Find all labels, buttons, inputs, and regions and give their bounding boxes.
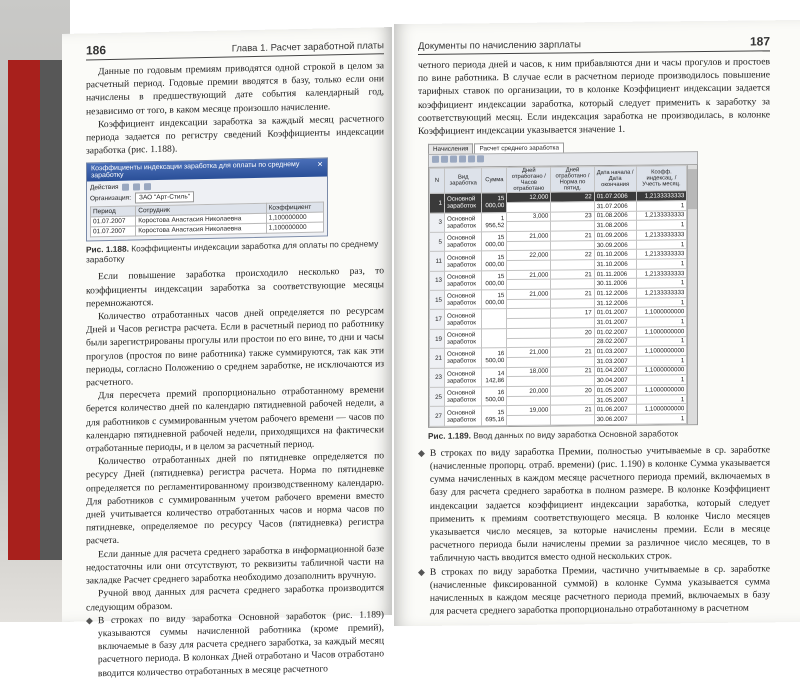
cell: 1: [636, 356, 687, 366]
cell: 3,000: [507, 212, 551, 222]
cell: 1 956,52: [482, 212, 507, 232]
paragraph: Ручной ввод данных для расчета среднего заработка производится следующим образом.: [86, 582, 384, 613]
cell: [551, 318, 594, 328]
cell: Коростова Анастасия Николаевна: [136, 214, 266, 227]
cell: 01.08.2006: [594, 211, 636, 221]
list-item: [418, 443, 770, 566]
caption-number: Рис. 1.188.: [86, 244, 129, 255]
cell: 3: [430, 213, 445, 233]
window-close-icon[interactable]: ✕: [317, 161, 323, 170]
column-header: Сумма: [482, 168, 507, 193]
bullet-icon: ◆: [86, 615, 93, 626]
caption-text: Коэффициенты индексации заработка для оплаты по среднему заработку: [86, 238, 379, 265]
left-chapter-title: Глава 1. Расчет заработной платы: [231, 40, 384, 55]
cell: 1: [636, 375, 687, 385]
cell: 28.02.2007: [594, 337, 636, 347]
vertical-scrollbar[interactable]: [687, 165, 697, 424]
cell: [482, 309, 507, 329]
cell: Основной заработок: [445, 232, 482, 252]
add-icon[interactable]: [122, 184, 129, 191]
actions-menu[interactable]: Действия: [90, 184, 119, 192]
right-section-title: Документы по начислению зарплаты: [418, 39, 582, 53]
cell: 23: [430, 368, 445, 388]
open-book: [56, 0, 800, 679]
paragraph: Если данные для расчета среднего заработка в информационной базе недостаточны или они отсутствуют, то реквизиты табличной части на закладке Расчет среднего заработка необходимо дозаполнить вручную.: [86, 542, 384, 587]
delete-icon[interactable]: [144, 184, 151, 191]
cell: 01.07.2006: [594, 191, 636, 201]
average-earnings-table: [429, 165, 687, 426]
cell: [551, 202, 594, 212]
book-cover-red: [8, 60, 40, 560]
cell: 31.07.2006: [594, 201, 636, 211]
cell: [551, 240, 594, 250]
cell: 20,000: [507, 386, 551, 396]
cell: 01.07.2007: [91, 216, 136, 227]
cell: 5: [430, 232, 445, 252]
cell: [551, 260, 594, 270]
cell: 13: [430, 271, 445, 291]
cell: [507, 376, 551, 386]
paragraph: Если повышение заработка происходило несколько раз, то коэффициенты индексации заработка за соответствующие месяцы перемножаются.: [86, 265, 384, 310]
cell: 21,000: [507, 347, 551, 357]
cell: 30.04.2007: [594, 375, 636, 385]
cell: 1: [636, 394, 687, 404]
cell: 1: [636, 220, 687, 230]
cell: 14 142,86: [482, 367, 507, 387]
cell: 27: [430, 407, 445, 427]
move-down-icon[interactable]: [477, 156, 484, 163]
cell: 01.03.2007: [594, 346, 636, 356]
cell: Основной заработок: [445, 329, 482, 349]
right-page-number: 187: [749, 34, 770, 49]
cell: Основной заработок: [445, 271, 482, 291]
cell: 21: [551, 347, 594, 357]
list-item: [418, 562, 770, 618]
cell: Основной заработок: [445, 367, 482, 387]
cell: 1,100000000: [266, 212, 323, 223]
paragraph: Данные по годовым премиям приводятся одной строкой в целом за расчетный период. Годовые премии вводятся в базу, только если они начислены в предшествующий дате события календарный год, независимо от того, в каком месяце произошло начисление.: [86, 60, 384, 118]
cell: Основной заработок: [445, 406, 482, 426]
cell: 22: [551, 250, 594, 260]
cell: Основной заработок: [445, 212, 482, 232]
column-header: Сотрудник: [136, 204, 266, 217]
cell: 15 695,16: [482, 406, 507, 426]
figure-1-189: [428, 141, 698, 427]
cell: 30.09.2006: [594, 240, 636, 250]
tab-average-earnings[interactable]: Расчет среднего заработка: [474, 143, 564, 154]
caption-text: Ввод данных по виду заработка Основной заработок: [473, 427, 678, 441]
cell: 16 500,00: [482, 348, 507, 368]
cell: 01.10.2006: [594, 250, 636, 260]
add-row-icon[interactable]: [432, 156, 439, 163]
cell: 01.02.2007: [594, 327, 636, 337]
cell: 31.05.2007: [594, 395, 636, 405]
cell: 1,1000000000: [636, 365, 687, 375]
cell: [551, 395, 594, 405]
cell: 01.05.2007: [594, 385, 636, 395]
cell: Основной заработок: [445, 309, 482, 329]
cell: 31.08.2006: [594, 220, 636, 230]
paragraph: четного периода дней и часов, к ним прибавляются дни и часы прогулов и простоев по вине работника. В случае если в расчетном периоде производилось повышение тарифных ставок по организации, то в колонке Коэффициент индексации задается коэффициент индексации заработка, который следует применить к заработку за соответствующий месяц. Если индексация заработка не производилась, в колонке Коэффициент индексации указывается значение 1.: [418, 56, 770, 138]
cell: 22,000: [507, 250, 551, 260]
cell: 01.09.2006: [594, 230, 636, 240]
figure-caption: [428, 427, 770, 441]
cell: [507, 260, 551, 270]
cell: 01.11.2006: [594, 269, 636, 279]
org-field[interactable]: ЗАО "Арт-Стиль": [135, 192, 194, 204]
cell: 1,1000000000: [636, 307, 687, 317]
coefficients-table: [90, 202, 324, 238]
cell: [507, 318, 551, 328]
cell: [507, 241, 551, 251]
cell: [507, 280, 551, 290]
paragraph: Количество отработанных дней по пятидневке определяется по ресурсу Дней (пятидневка) регистра расчета. Норма по пятидневке определяется по регламентированному производственному календарю. Для работников с суммированным учетом рабочего времени вместо дней учитывается количество отработанных часов и норма часов по пятидневке, определяемое по ресурсу Часов (пятидневка) регистра расчета.: [86, 450, 384, 547]
cell: 1,2133333333: [636, 249, 687, 259]
cell: 25: [430, 387, 445, 407]
cell: 30.06.2007: [594, 414, 636, 424]
cell: 1: [636, 297, 687, 307]
cell: [507, 396, 551, 406]
cell: 21,000: [507, 231, 551, 241]
cell: 1: [636, 414, 687, 424]
paragraph: Коэффициент индексации заработка за каждый месяц расчетного периода задается по регистру сведений Коэффициенты индексации заработка (рис. 1.188).: [86, 113, 384, 157]
cell: 1,1000000000: [636, 327, 687, 337]
cell: [507, 299, 551, 309]
column-header: Дата начала / Дата окончания: [594, 166, 636, 191]
cell: [507, 221, 551, 231]
cell: 23: [551, 211, 594, 221]
cell: 1,2133333333: [636, 288, 687, 298]
cell: 1,2133333333: [636, 268, 687, 278]
column-header: Дней отработано / Норма по пятид.: [551, 167, 594, 192]
cell: 17: [430, 310, 445, 330]
cell: 20: [551, 327, 594, 337]
cell: 20: [551, 386, 594, 396]
cell: 01.07.2007: [91, 226, 136, 237]
cell: [507, 338, 551, 348]
cell: 31.03.2007: [594, 356, 636, 366]
caption-number: Рис. 1.189.: [428, 430, 471, 441]
cell: [507, 357, 551, 367]
cell: Основной заработок: [445, 290, 482, 310]
cell: 1: [636, 317, 687, 327]
cell: 15 000,00: [482, 251, 507, 271]
tab-accruals[interactable]: Начисления: [428, 144, 473, 154]
cell: 1,1000000000: [636, 385, 687, 395]
cell: 17: [551, 308, 594, 318]
scroll-thumb[interactable]: [688, 169, 697, 209]
cell: 21: [551, 405, 594, 415]
copy-row-icon[interactable]: [441, 156, 448, 163]
paragraph: Количество отработанных часов дней определяется по ресурсам Дней и Часов регистра расчета. Если в расчетный период по работнику были зарегистрированы прогулы или простои по его вине, то дни и часы прогулов (простоя по вине работника) также суммируются, так как эти периоды, согласно Положению о среднем заработке, не исключаются из расчетного.: [86, 305, 384, 389]
window-title: Коэффициенты индексации заработка для оплаты по среднему заработку: [91, 161, 300, 180]
cell: Коростова Анастасия Николаевна: [136, 224, 266, 237]
cell: 1: [636, 201, 687, 211]
cell: 21,000: [507, 289, 551, 299]
cell: 1,2133333333: [636, 191, 687, 201]
cell: 1: [636, 259, 687, 269]
cell: 21: [551, 231, 594, 241]
cell: [551, 298, 594, 308]
cell: [551, 357, 594, 367]
cell: 15 000,00: [482, 193, 507, 213]
cell: 1: [636, 278, 687, 288]
cell: 22: [551, 192, 594, 202]
cell: 1,100000000: [266, 222, 323, 233]
cell: 31.10.2006: [594, 259, 636, 269]
cell: 1: [636, 336, 687, 346]
copy-icon[interactable]: [133, 184, 140, 191]
cell: 01.04.2007: [594, 366, 636, 376]
cell: 19,000: [507, 405, 551, 415]
bullet-text: В строках по виду заработка Премии, частично учитываемые в ср. заработке (начисленные фиксированной суммой) в колонке Сумма указывается сумма начисленных в каждом месяце расчетного периода премий, включаемых в базу для расчета среднего заработка пропорционально отработанному в расчетном: [429, 562, 770, 618]
left-page: [62, 27, 392, 679]
cell: Основной заработок: [445, 251, 482, 271]
right-running-head: [418, 34, 770, 55]
cell: Основной заработок: [445, 193, 482, 213]
cell: 15 000,00: [482, 232, 507, 252]
cell: 21,000: [507, 270, 551, 280]
cell: 1,2133333333: [636, 230, 687, 240]
cell: 15 000,00: [482, 290, 507, 310]
left-running-head: [86, 37, 384, 60]
cell: 30.11.2006: [594, 279, 636, 289]
delete-row-icon[interactable]: [459, 156, 466, 163]
cell: 01.01.2007: [594, 308, 636, 318]
cell: 31.12.2006: [594, 298, 636, 308]
paragraph: Для пересчета премий пропорционально отработанному времени берется количество дней по календарю пятидневной рабочей недели, а для работников с суммированным учетом рабочего времени — часов по календарю пятидневной рабочей недели, приходящихся на фактически отработанные периоды, и в целом за расчетный период.: [86, 384, 384, 455]
cell: 15 000,00: [482, 270, 507, 290]
cell: 21: [430, 348, 445, 368]
cell: [507, 328, 551, 338]
right-page: [394, 20, 800, 626]
cell: 1: [430, 193, 445, 213]
cell: [507, 202, 551, 212]
bullet-icon: ◆: [418, 566, 425, 577]
column-header: Дней отработано / Часов отработано: [507, 167, 551, 192]
bullet-text: В строках по виду заработка Основной заработок (рис. 1.189) указываются суммы начисленной работника (кроме премий), включаемые в базу для расчета среднего заработка, за каждый месяц расчетного периода. В колонках Дней отработано и Часов отработано вводится количество отработанных в месяце расчетного: [97, 608, 384, 679]
cell: 1,1000000000: [636, 346, 687, 356]
figure-caption: [86, 239, 384, 265]
cell: [507, 415, 551, 425]
cell: 1,2133333333: [636, 210, 687, 220]
cell: 21: [551, 269, 594, 279]
cell: 31.01.2007: [594, 317, 636, 327]
cell: 11: [430, 252, 445, 272]
cell: Основной заработок: [445, 387, 482, 407]
cell: 01.06.2007: [594, 405, 636, 415]
cell: 1,1000000000: [636, 404, 687, 414]
cell: 1: [636, 239, 687, 249]
cell: 16 500,00: [482, 387, 507, 407]
cell: [551, 221, 594, 231]
cell: 15: [430, 290, 445, 310]
figure-1-188-window: [86, 158, 328, 242]
cell: [482, 328, 507, 348]
list-item: [86, 608, 384, 680]
cell: Основной заработок: [445, 348, 482, 368]
move-up-icon[interactable]: [468, 156, 475, 163]
cell: 18,000: [507, 367, 551, 377]
column-header: N: [430, 168, 445, 193]
column-header: Вид заработка: [445, 168, 482, 193]
cell: [507, 309, 551, 319]
left-page-number: 186: [86, 43, 107, 58]
column-header: Коэфф. индексац. / Учесть месяц.: [636, 166, 687, 192]
cell: 21: [551, 289, 594, 299]
edit-row-icon[interactable]: [450, 156, 457, 163]
cell: 19: [430, 329, 445, 349]
cell: 12,000: [507, 192, 551, 202]
cell: 21: [551, 366, 594, 376]
org-label: Организация:: [90, 194, 132, 203]
bullet-icon: ◆: [418, 447, 425, 458]
cell: [551, 376, 594, 386]
cell: [551, 337, 594, 347]
cell: [551, 415, 594, 425]
bullet-text: В строках по виду заработка Премии, полностью учитываемые в ср. заработке (начисленные пропорц. отраб. времени) (рис. 1.190) в колонке Сумма указывается сумма начисленных в каждом месяце расчетного периода премий, включаемых в базу для расчета среднего заработка в полном размере. В колонке Коэффициент индексации задается коэффициент индексации заработка, который следует применить к премиям соответствующего месяца. В колонке Число месяцев указывается число месяцев, за которые начислены премии. Если в месяце расчетного периода были начислены премии за различное число месяцев, то в табличную часть вводится вместо одной нескольких строк.: [429, 444, 770, 565]
cell: [551, 279, 594, 289]
column-header: Период: [91, 206, 136, 217]
cell: 01.12.2006: [594, 288, 636, 298]
column-header: Коэффициент: [266, 202, 323, 213]
